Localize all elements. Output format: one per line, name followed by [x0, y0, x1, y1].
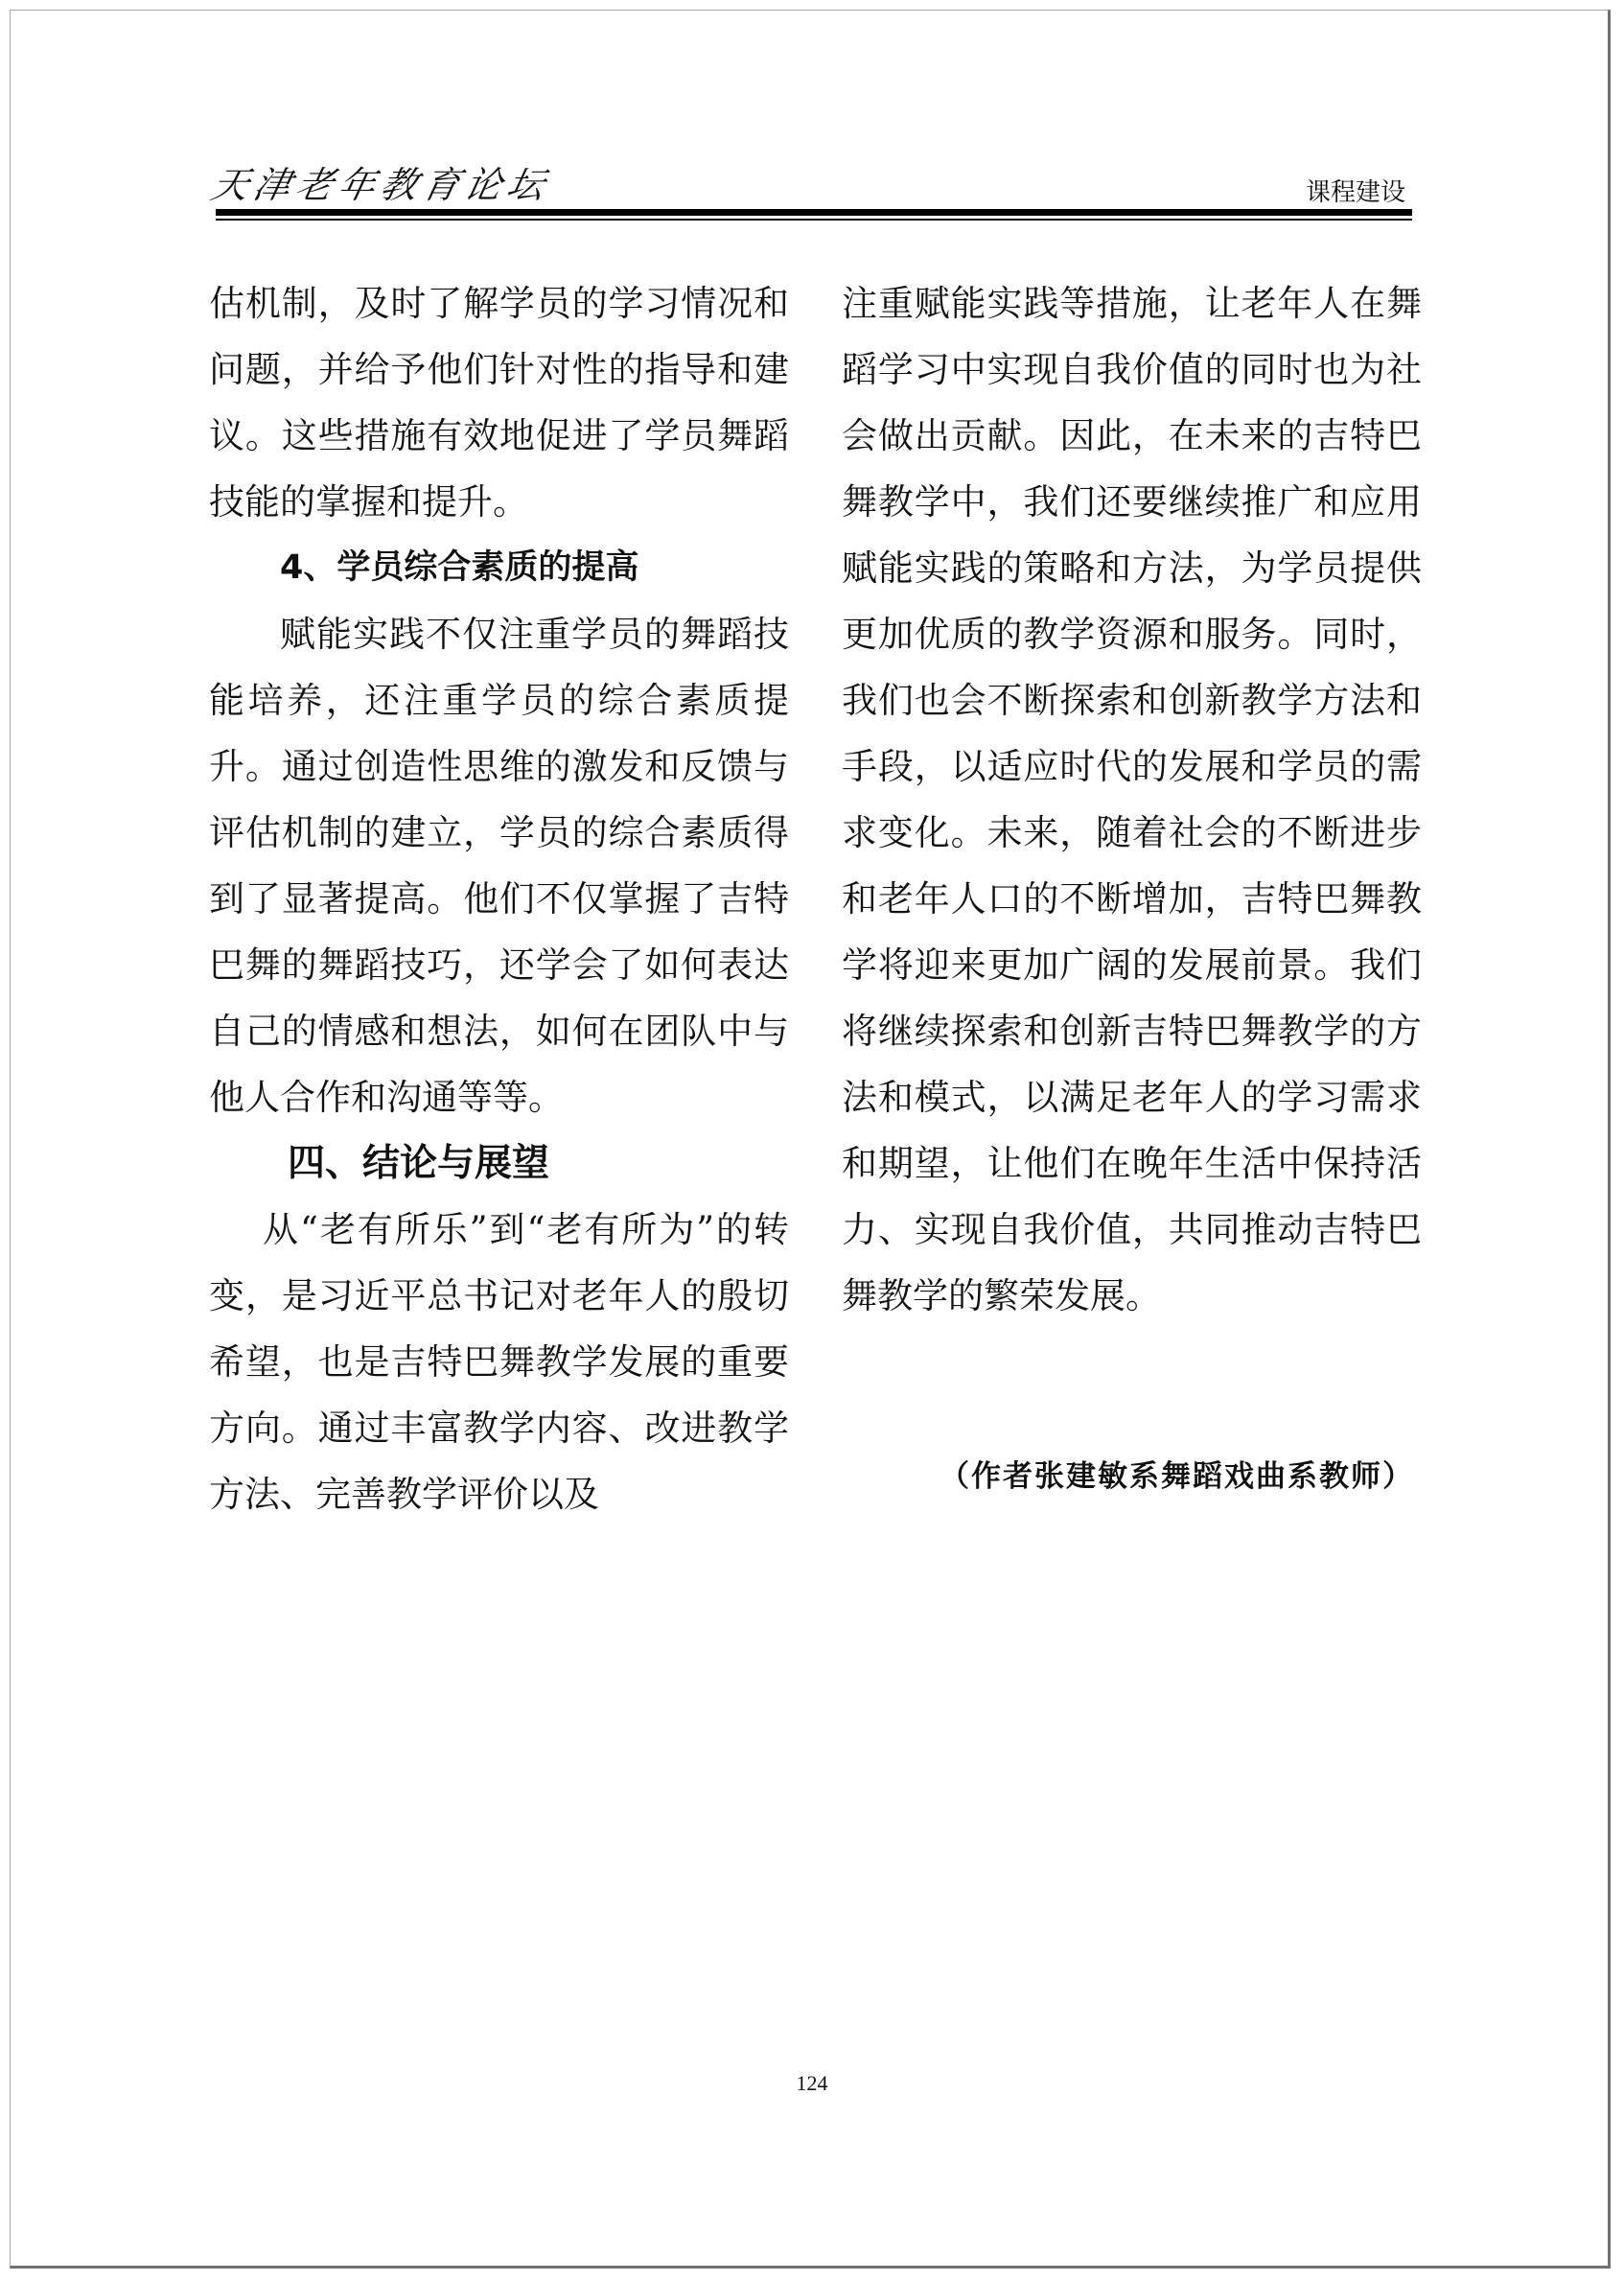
- right-column: [842, 270, 1422, 1329]
- paragraph: 注重赋能实践等措施，让老年人在舞蹈学习中实现自我价值的同时也为社会做出贡献。因此，在未来的吉特巴舞教学中，我们还要继续推广和应用赋能实践的策略和方法，为学员提供更加优质的教学资源和服务。同时，我们也会不断探索和创新教学方法和手段，以适应时代的发展和学员的需求变化。未来，随着社会的不断进步和老年人口的不断增加，吉特巴舞教学将迎来更加广阔的发展前景。我们将继续探索和创新吉特巴舞教学的方法和模式，以满足老年人的学习需求和期望，让他们在晚年生活中保持活力、实现自我价值，共同推动吉特巴舞教学的繁荣发展。: [842, 283, 1422, 1316]
- author-note: （作者张建敏系舞蹈戏曲系教师）: [940, 1459, 1414, 1494]
- left-column: [209, 270, 789, 1527]
- journal-name-calligraphy: 天津老年教育论坛: [207, 164, 554, 206]
- header-rule-thin: [216, 219, 1412, 221]
- page-number: 124: [796, 2071, 828, 2095]
- header-rule-thick: [216, 209, 1412, 216]
- section-heading: 四、结论与展望: [288, 1142, 550, 1185]
- paragraph: 赋能实践不仅注重学员的舞蹈技能培养，还注重学员的综合素质提升。通过创造性思维的激发和反馈与评估机制的建立，学员的综合素质得到了显著提高。他们不仅掌握了吉特巴舞的舞蹈技巧，还学会了如何表达自己的情感和想法，如何在团队中与他人合作和沟通等等。: [209, 614, 789, 1118]
- paragraph: 从“老有所乐”到“老有所为”的转变，是习近平总书记对老年人的殷切希望，也是吉特巴舞教学发展的重要方向。通过丰富教学内容、改进教学方法、完善教学评价以及: [209, 1209, 789, 1515]
- section-label: 课程建设: [1305, 178, 1405, 207]
- paragraph: 估机制，及时了解学员的学习情况和问题，并给予他们针对性的指导和建议。这些措施有效地促进了学员舞蹈技能的掌握和提升。: [209, 283, 789, 523]
- subsection-heading: 4、学员综合素质的提高: [280, 548, 639, 587]
